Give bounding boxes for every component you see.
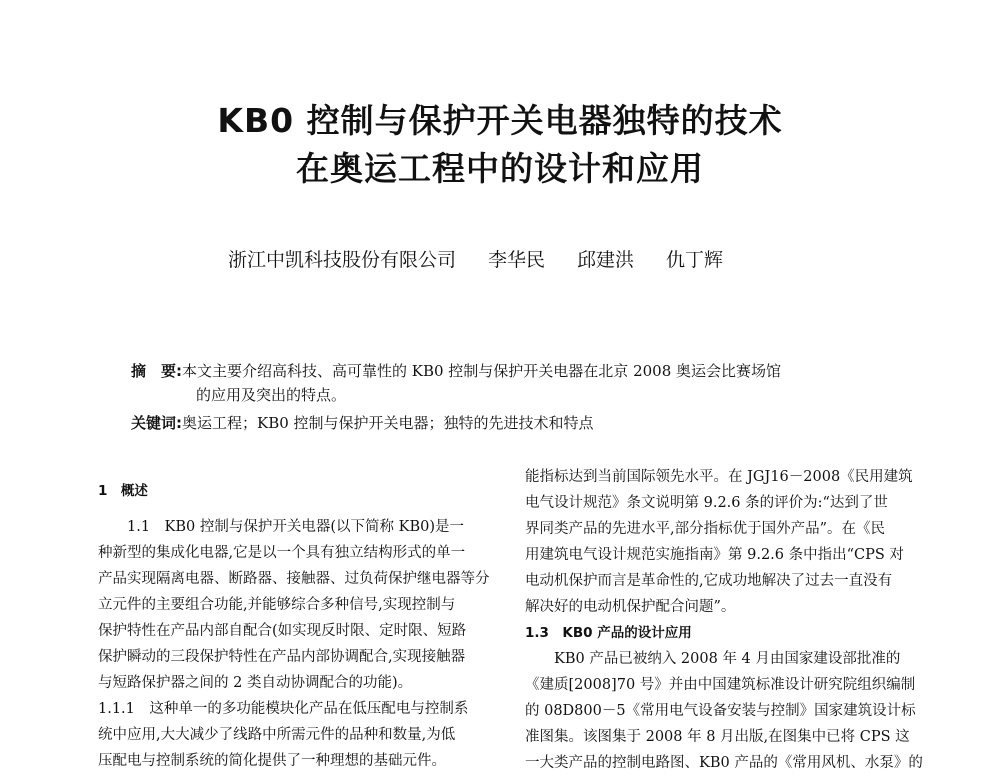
keywords-text: 奥运工程；KB0 控制与保护开关电器；独特的先进技术和特点 — [182, 414, 594, 432]
body-text-line: 一大类产品的控制电路图、KB0 产品的《常用风机、水泵》的 — [525, 755, 923, 771]
left-column — [98, 478, 490, 774]
section-heading: 1 概述 — [98, 483, 148, 499]
body-text-line: 保护特性在产品内部自配合(如实现反时限、定时限、短路 — [98, 623, 467, 639]
author-name: 李华民 — [488, 249, 546, 271]
body-text-line: 《建质[2008]70 号》并由中国建筑标准设计研究院组织编制 — [525, 677, 916, 693]
body-text-line: 能指标达到当前国际领先水平。在 JGJ16－2008《民用建筑 — [525, 469, 913, 485]
body-text-line: 种新型的集成化电器,它是以一个具有独立结构形式的单一 — [98, 545, 466, 561]
body-text-line: 1.1.1 这种单一的多功能模块化产品在低压配电与控制系 — [98, 701, 469, 717]
body-text-line: 准图集。该图集于 2008 年 8 月出版,在图集中已将 CPS 这 — [525, 729, 910, 745]
right-column — [525, 464, 923, 776]
paper-title-line-1: KB0 控制与保护开关电器独特的技术 — [217, 101, 783, 140]
abstract-text-line: 本文主要介绍高科技、高可靠性的 KB0 控制与保护开关电器在北京 2008 奥运会比赛场馆 — [182, 362, 782, 380]
body-text-line: 电气设计规范》条文说明第 9.2.6 条的评价为:“达到了世 — [525, 495, 888, 511]
keywords-label: 关键词: — [131, 414, 182, 432]
body-text-line: 压配电与控制系统的简化提供了一种理想的基础元件。 — [98, 753, 446, 769]
author-line — [228, 245, 828, 272]
abstract-text-line: 的应用及突出的特点。 — [196, 386, 347, 404]
body-text-line: 统中应用,大大减少了线路中所需元件的品种和数量,为低 — [98, 727, 456, 743]
author-organization: 浙江中凯科技股份有限公司 — [228, 249, 457, 271]
section-heading: 1.3 KB0 产品的设计应用 — [525, 625, 692, 641]
body-text-line: 与短路保护器之间的 2 类自动协调配合的功能)。 — [98, 675, 413, 691]
abstract — [131, 360, 891, 382]
keywords — [131, 412, 891, 434]
body-text-line: 立元件的主要组合功能,并能够综合多种信号,实现控制与 — [98, 597, 456, 613]
body-text-line: 电动机保护而言是革命性的,它成功地解决了过去一直没有 — [525, 573, 893, 589]
abstract-label: 摘 要: — [131, 362, 182, 380]
body-text-line: 的 08D800－5《常用电气设备安装与控制》国家建筑设计标 — [525, 703, 916, 719]
body-text-line: 用建筑电气设计规范实施指南》第 9.2.6 条中指出“CPS 对 — [525, 547, 904, 563]
body-text-line: 解决好的电动机保护配合问题”。 — [525, 599, 736, 615]
body-text-line: 1.1 KB0 控制与保护开关电器(以下简称 KB0)是一 — [127, 519, 465, 535]
author-name: 邱建洪 — [577, 249, 635, 271]
body-text-line: 保护瞬动的三段保护特性在产品内部协调配合,实现接触器 — [98, 649, 466, 665]
body-text-line: 界同类产品的先进水平,部分指标优于国外产品”。在《民 — [525, 521, 886, 537]
body-text-line: 产品实现隔离电器、断路器、接触器、过负荷保护继电器等分 — [98, 571, 490, 587]
paper-title-line-2: 在奥运工程中的设计和应用 — [296, 149, 704, 188]
author-name: 仇丁辉 — [666, 249, 724, 271]
body-text-line: KB0 产品已被纳入 2008 年 4 月由国家建设部批准的 — [554, 651, 901, 667]
